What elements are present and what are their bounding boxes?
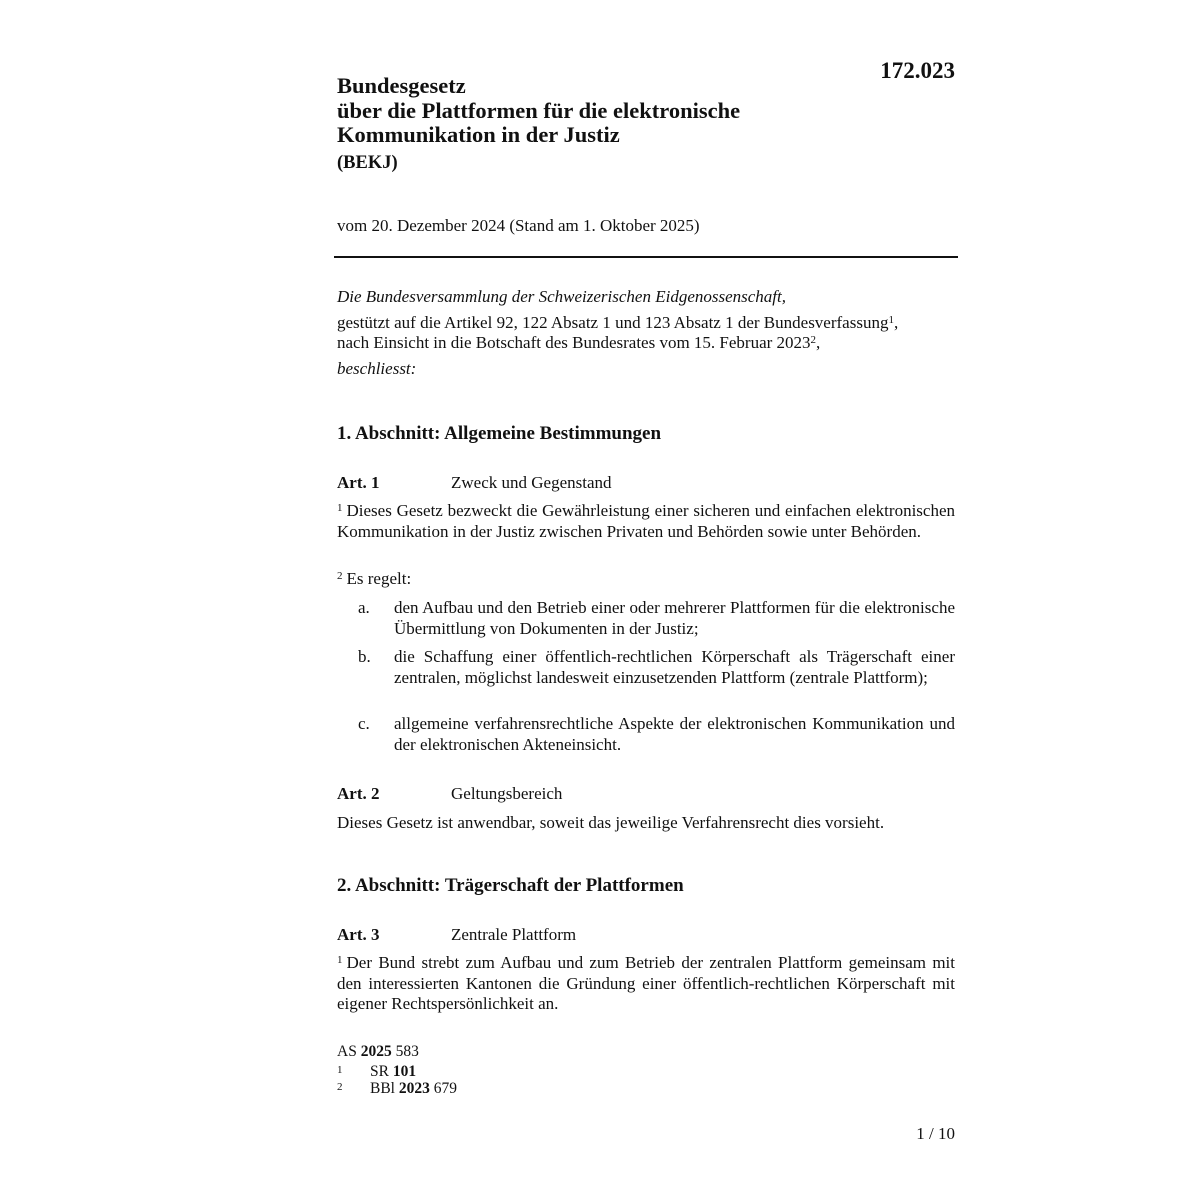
law-title-line-1: Bundesgesetz: [337, 73, 466, 98]
article-2-number: Art. 2: [337, 784, 380, 803]
as-prefix: AS: [337, 1043, 357, 1060]
preamble-basis: [337, 313, 957, 334]
law-title: [337, 74, 857, 148]
paragraph-number: 1: [337, 502, 343, 514]
preamble-basis-end: ,: [893, 312, 899, 332]
preamble-message: [337, 333, 957, 354]
article-1-number: Art. 1: [337, 473, 380, 492]
paragraph-text: Dieses Gesetz bezweckt die Gewährleistung einer sicheren und einfachen elektronischen Kommunikation in der Justiz zwischen Privaten und Behörden sowie unter Behörden.: [337, 501, 955, 541]
preamble-message-end: ,: [816, 333, 821, 352]
paragraph-number: 2: [337, 570, 343, 582]
law-abbreviation: (BEKJ): [337, 153, 398, 173]
footnote-1: [337, 1062, 416, 1080]
official-compilation-note: [337, 1043, 419, 1060]
list-letter: b.: [358, 647, 371, 666]
paragraph-number: 1: [337, 954, 343, 966]
article-1-title: Zweck und Gegenstand: [451, 473, 612, 492]
article-3-title: Zentrale Plattform: [451, 925, 577, 944]
footnote-ref-1[interactable]: 1: [888, 313, 894, 326]
sr-number: 172.023: [880, 58, 955, 83]
section-2-title: 2. Abschnitt: Trägerschaft der Plattformen: [337, 875, 684, 896]
article-2-heading: [337, 784, 957, 804]
as-year: 2025: [360, 1043, 392, 1060]
article-3-heading: [337, 925, 957, 945]
preamble-assembly: Die Bundesversammlung der Schweizerischen Eidgenossenschaft,: [337, 287, 786, 306]
section-1-title: 1. Abschnitt: Allgemeine Bestimmungen: [337, 423, 662, 444]
footnote-mark: 2: [337, 1081, 343, 1093]
preamble-basis-text: gestützt auf die Artikel 92, 122 Absatz 1 und 123 Absatz 1 der Bundesverfassung: [337, 312, 889, 332]
list-letter: a.: [358, 598, 370, 617]
article-2-text: Dieses Gesetz ist anwendbar, soweit das jeweilige Verfahrensrecht dies vorsieht.: [337, 813, 885, 832]
article-1-heading: [337, 473, 957, 493]
paragraph-text: Der Bund strebt zum Aufbau und zum Betrieb der zentralen Plattform gemeinsam mit den interessierten Kantonen die Gründung einer öffentlich-rechtlichen Körperschaft mit eigener Rechtspersönlichkeit an.: [337, 953, 955, 1013]
list-text: den Aufbau und den Betrieb einer oder mehrerer Plattformen für die elektronische Übermittlung von Dokumenten in der Justiz;: [394, 598, 955, 638]
article-2-title: Geltungsbereich: [451, 784, 563, 803]
preamble-decides: beschliesst:: [337, 358, 417, 378]
title-divider: [334, 256, 958, 258]
list-text: die Schaffung einer öffentlich-rechtlichen Körperschaft als Trägerschaft einer zentralen, möglichst landesweit einzusetzenden Plattform (zentrale Plattform);: [394, 647, 955, 687]
law-title-line-2: über die Plattformen für die elektronische: [337, 97, 741, 123]
article-3-number: Art. 3: [337, 925, 380, 944]
preamble-message-text: nach Einsicht in die Botschaft des Bundesrates vom 15. Februar 2023: [337, 333, 811, 352]
list-text: allgemeine verfahrensrechtliche Aspekte der elektronischen Kommunikation und der elektronischen Akteneinsicht.: [394, 714, 955, 754]
footnote-ref-2[interactable]: 2: [810, 334, 817, 346]
footnote-mark: 1: [337, 1064, 343, 1076]
footnote-page: 679: [433, 1080, 457, 1097]
list-item-c: [337, 714, 955, 755]
as-page: 583: [395, 1043, 419, 1060]
list-letter: c.: [358, 714, 370, 733]
list-item-b: [337, 647, 955, 709]
list-item-a: [337, 598, 955, 639]
date-line: vom 20. Dezember 2024 (Stand am 1. Oktober 2025): [337, 216, 700, 235]
footnote-year: 2023: [398, 1080, 430, 1097]
article-1-paragraph-2: [337, 569, 955, 590]
law-title-line-3: Kommunikation in der Justiz: [337, 122, 620, 147]
footnote-prefix: SR: [370, 1063, 389, 1080]
page-number: 1 / 10: [916, 1124, 955, 1143]
article-3-paragraph-1: [337, 953, 955, 1015]
preamble: [337, 287, 957, 379]
footnote-2: [337, 1079, 457, 1097]
footnote-number: 101: [392, 1063, 417, 1080]
footnote-prefix: BBl: [370, 1080, 395, 1097]
article-1-paragraph-1: [337, 501, 955, 542]
paragraph-text: Es regelt:: [346, 569, 412, 588]
